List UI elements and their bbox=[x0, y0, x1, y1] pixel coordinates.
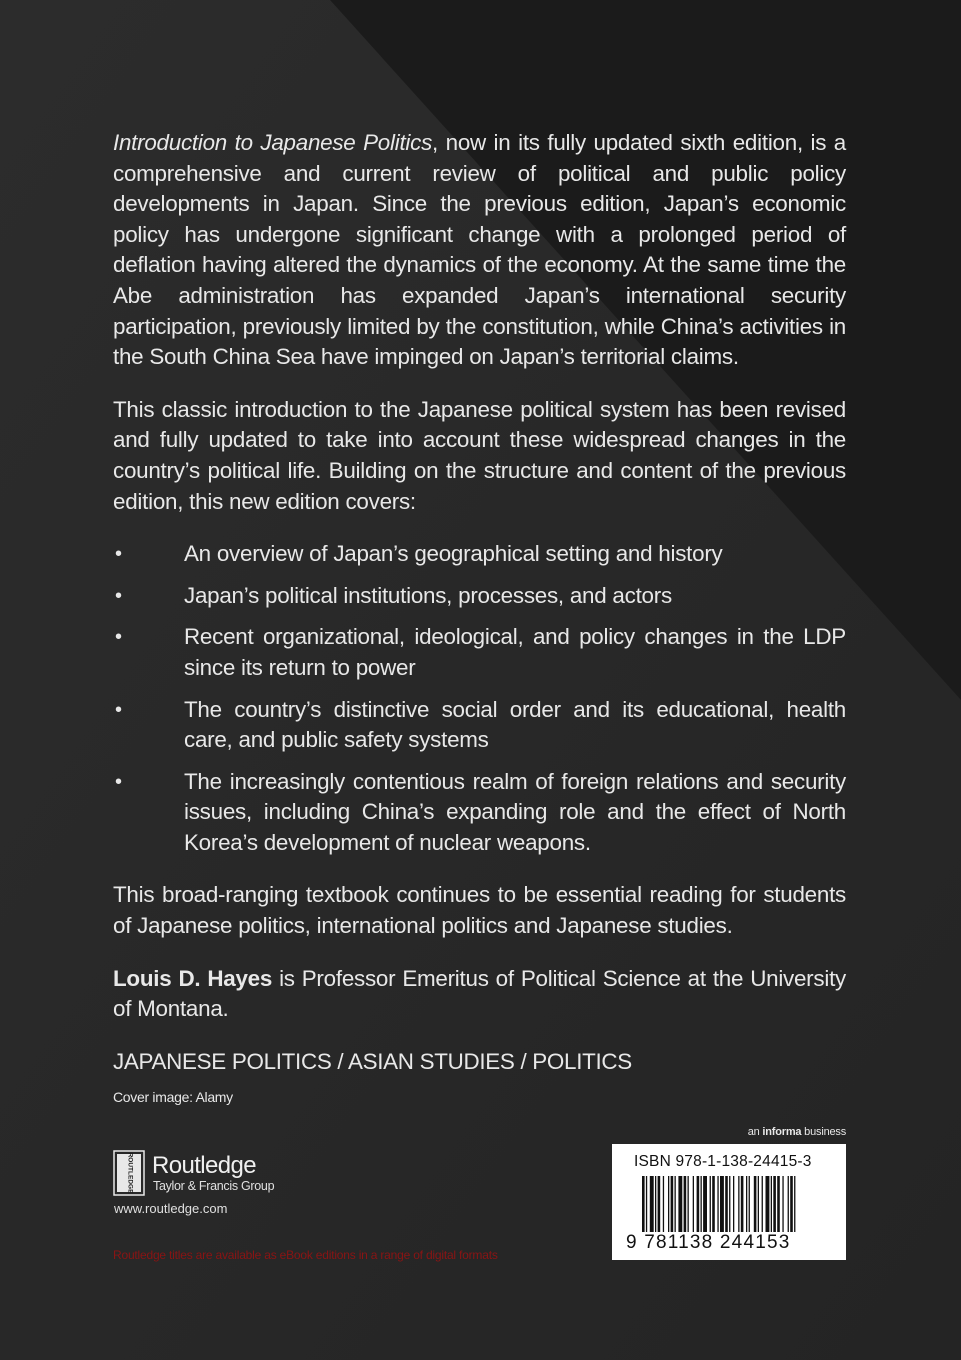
barcode-number: 9 781138 244153 bbox=[626, 1232, 791, 1253]
bullet-icon: • bbox=[115, 770, 122, 793]
publisher-block bbox=[113, 1148, 313, 1218]
bullet-icon: • bbox=[115, 584, 122, 607]
list-item: • The country’s distinctive social order and its educational, health care, and public safety systems bbox=[115, 696, 846, 753]
routledge-logo-icon bbox=[113, 1150, 145, 1196]
author-bio bbox=[113, 964, 846, 1025]
overview-paragraph: This classic introduction to the Japanese political system has been revised and fully updated to take into account these widespread changes in the country’s political life. Building on the structure and content of the previous edition, this new edition covers: bbox=[113, 396, 846, 514]
author-bio-text: is Professor Emeritus of Political Science at the University of Montana. bbox=[113, 965, 846, 1022]
bullet-icon: • bbox=[115, 626, 122, 649]
cover-credit: Cover image: Alamy bbox=[113, 1088, 233, 1105]
back-cover-text bbox=[113, 128, 846, 1105]
list-item: • An overview of Japan’s geographical setting and history bbox=[113, 539, 846, 570]
list-item: • Recent organizational, ideological, and policy changes in the LDP since its return to power bbox=[115, 624, 846, 680]
author-name: Louis D. Hayes bbox=[113, 965, 273, 991]
svg-text:ROUTLEDGE: ROUTLEDGE bbox=[126, 1152, 134, 1194]
book-title: Introduction to Japanese Politics bbox=[113, 130, 433, 155]
intro-text: , now in its fully updated sixth edition, is a comprehensive and current review of political and public policy developments in Japan. Since the previous edition, Japan’s economic policy has undergone significant change with a prolonged period of deflation having altered the dynamics of the economy. At the same time the Abe administration has expanded Japan’s international security participation, previously limited by the constitution, while China’s activities in the South China Sea have impinged on Japan’s territorial claims. bbox=[113, 130, 847, 370]
publisher-url[interactable]: www.routledge.com bbox=[114, 1201, 228, 1216]
ebook-note: Routledge titles are available as eBook editions in a range of digital formats bbox=[113, 1248, 498, 1262]
list-item: • The increasingly contentious realm of foreign relations and security issues, including China’s expanding role and the effect of North Korea’s development of nuclear weapons. bbox=[115, 768, 846, 855]
bullet-icon: • bbox=[115, 543, 122, 566]
intro-paragraph bbox=[113, 128, 846, 373]
informa-tagline: an informa business bbox=[747, 1126, 846, 1138]
publisher-name: Routledge bbox=[152, 1152, 257, 1179]
subject-categories: JAPANESE POLITICS / ASIAN STUDIES / POLITICS bbox=[113, 1048, 632, 1074]
bullet-icon: • bbox=[115, 698, 122, 721]
informa-brand: informa bbox=[762, 1126, 802, 1138]
isbn-label: ISBN 978-1-138-24415-3 bbox=[634, 1153, 812, 1170]
barcode-bars bbox=[642, 1176, 838, 1234]
closing-paragraph: This broad-ranging textbook continues to be essential reading for students of Japanese politics, international politics and Japanese studies. bbox=[113, 882, 846, 939]
publisher-group: Taylor & Francis Group bbox=[153, 1179, 275, 1193]
coverage-list bbox=[113, 539, 846, 858]
list-item: • Japan’s political institutions, processes, and actors bbox=[113, 581, 846, 612]
isbn-barcode bbox=[612, 1144, 846, 1260]
